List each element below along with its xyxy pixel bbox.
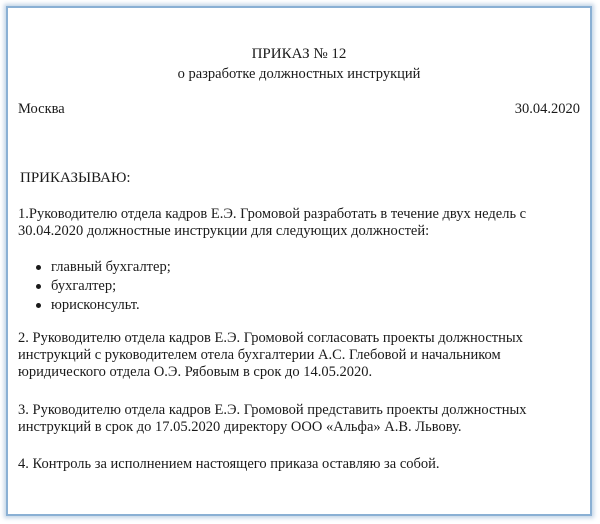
document-title: ПРИКАЗ № 12	[251, 46, 347, 62]
paragraph-1: 1.Руководителю отдела кадров Е.Э. Громовой разработать в течение двух недель с 30.04.2020 должностные инструкции для следующих должностей:	[18, 206, 527, 239]
list-item-label: юрисконсульт.	[51, 297, 140, 313]
list-item-label: главный бухгалтер;	[51, 259, 171, 275]
bullet-icon	[36, 284, 41, 289]
document-page	[6, 6, 592, 516]
paragraph-4: 4. Контроль за исполнением настоящего приказа оставляю за собой.	[18, 456, 440, 472]
order-word: ПРИКАЗЫВАЮ:	[20, 170, 131, 186]
list-item	[36, 296, 171, 315]
list-item	[36, 258, 171, 277]
paragraph-2: 2. Руководителю отдела кадров Е.Э. Громовой согласовать проекты должностных инструкций с руководителем отела бухгалтерии А.С. Глебовой и начальником юридического отдела О.Э. Рябовым в срок до 14.05.2020.	[18, 330, 523, 380]
positions-list	[36, 258, 171, 315]
list-item	[36, 277, 171, 296]
document-subtitle: о разработке должностных инструкций	[177, 66, 421, 82]
paragraph-3: 3. Руководителю отдела кадров Е.Э. Громовой представить проекты должностных инструкций в срок до 17.05.2020 директору ООО «Альфа» А.В. Львову.	[18, 402, 527, 435]
bullet-icon	[36, 303, 41, 308]
document-date: 30.04.2020	[514, 101, 580, 117]
document-city: Москва	[18, 101, 65, 117]
list-item-label: бухгалтер;	[51, 278, 117, 294]
bullet-icon	[36, 265, 41, 270]
